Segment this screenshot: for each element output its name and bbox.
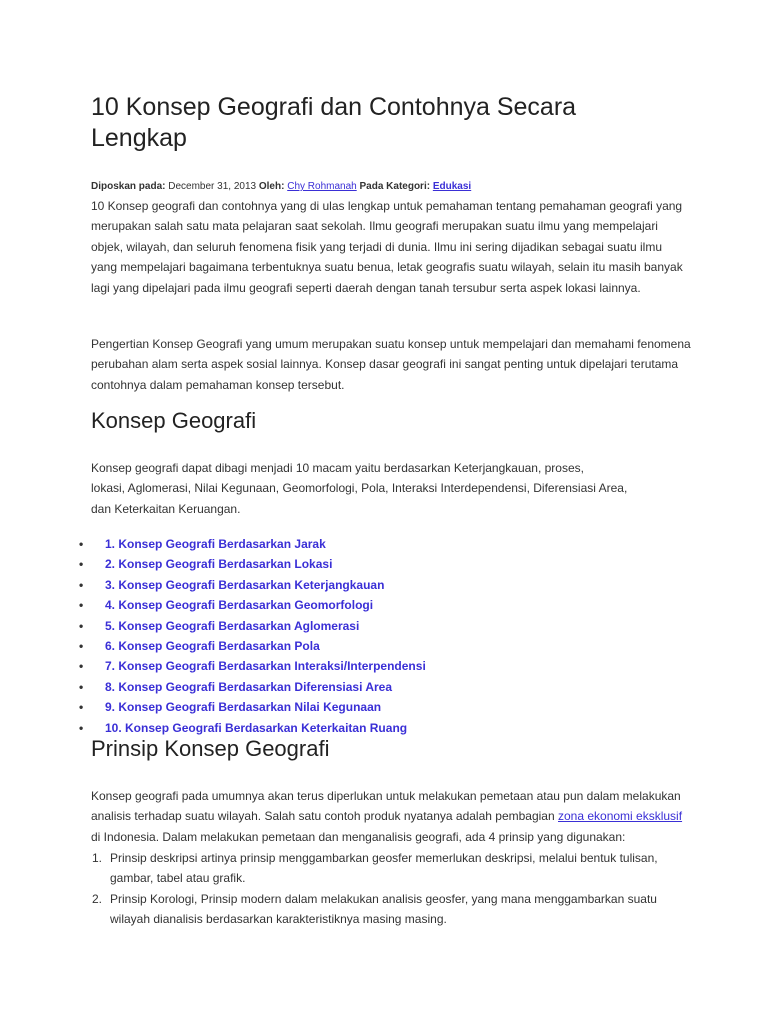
toc-item-label[interactable]: 8. Konsep Geografi Berdasarkan Diferensiasi Area <box>105 679 393 694</box>
konsep-paragraph-line: dan Keterkaitan Keruangan. <box>91 501 241 516</box>
konsep-paragraph <box>91 458 691 519</box>
category-label: Pada Kategori: <box>359 181 431 192</box>
konsep-paragraph-line: lokasi, Aglomerasi, Nilai Kegunaan, Geomorfologi, Pola, Interaksi Interdependensi, Diferensiasi Area, <box>91 481 628 496</box>
post-meta <box>91 180 471 194</box>
toc-item[interactable] <box>79 616 426 636</box>
bullet-icon: • <box>79 638 84 653</box>
toc-item-label[interactable]: 2. Konsep Geografi Berdasarkan Lokasi <box>105 557 333 572</box>
bullet-icon: • <box>79 700 84 715</box>
konsep-paragraph-line: Konsep geografi dapat dibagi menjadi 10 macam yaitu berdasarkan Keterjangkauan, proses, <box>91 461 584 475</box>
bullet-icon: • <box>79 537 84 551</box>
principle-text: Prinsip Korologi, Prinsip modern dalam melakukan analisis geosfer, yang mana menggambarkan suatu wilayah dianalisis berdasarkan karakteristiknya masing masing. <box>110 891 657 927</box>
principle-number: 2. <box>91 891 102 906</box>
article-title: 10 Konsep Geografi dan Contohnya Secara Lengkap <box>91 93 577 152</box>
toc-item-label[interactable]: 4. Konsep Geografi Berdasarkan Geomorfologi <box>105 598 374 613</box>
bullet-icon: • <box>79 679 84 694</box>
author-label: Oleh: <box>258 181 285 192</box>
principle-number: 1. <box>91 851 102 865</box>
bullet-icon: • <box>79 720 84 735</box>
posted-label: Diposkan pada: <box>91 181 166 192</box>
toc-item-label[interactable]: 6. Konsep Geografi Berdasarkan Pola <box>105 638 320 653</box>
author-link[interactable]: Chy Rohmanah <box>287 181 357 192</box>
toc-item[interactable] <box>79 534 426 554</box>
toc-item[interactable] <box>79 697 426 717</box>
toc-item-label[interactable]: 9. Konsep Geografi Berdasarkan Nilai Kegunaan <box>105 700 382 715</box>
toc-item[interactable] <box>79 575 426 595</box>
toc-item[interactable] <box>79 595 426 615</box>
zee-link[interactable]: zona ekonomi eksklusif <box>558 809 683 824</box>
principle-item <box>91 889 690 930</box>
principle-text: Prinsip deskripsi artinya prinsip menggambarkan geosfer memerlukan deskripsi, melalui bentuk tulisan, gambar, tabel atau grafik. <box>110 851 658 886</box>
bullet-icon: • <box>79 659 84 674</box>
prinsip-text-before-link: Konsep geografi pada umumnya akan terus diperlukan untuk melakukan pemetaan atau pun dalam melakukan analisis terhadap suatu wilayah. Salah satu contoh produk nyatanya adalah pembagian <box>91 789 681 824</box>
konsep-heading: Konsep Geografi <box>91 408 257 433</box>
bullet-icon: • <box>79 618 84 633</box>
toc-item-label[interactable]: 1. Konsep Geografi Berdasarkan Jarak <box>105 537 326 551</box>
toc-item[interactable] <box>79 656 426 676</box>
principles-list <box>91 848 690 930</box>
prinsip-paragraph <box>91 786 691 847</box>
intro-paragraph: 10 Konsep geografi dan contohnya yang di ulas lengkap untuk pemahaman tentang pemahaman geografi yang merupakan salah satu mata pelajaran saat sekolah. Ilmu geografi merupakan suatu ilmu yang mempelajari objek, wilayah, dan seluruh fenomena fisik yang terjadi di dunia. Ilmu ini sering dijadikan sebagai suatu ilmu yang mempelajari bagaimana terbentuknya suatu benua, letak geografis suatu wilayah, selain itu masih banyak lagi yang dipelajari pada ilmu geografi seperti daerah dengan tanah tersubur serta aspek lokasi lainnya. <box>91 199 683 295</box>
principle-item <box>91 848 690 889</box>
bullet-icon: • <box>79 598 84 613</box>
post-date: December 31, 2013 <box>168 181 257 192</box>
toc-item-label[interactable]: 3. Konsep Geografi Berdasarkan Keterjangkauan <box>105 577 385 592</box>
bullet-icon: • <box>79 577 84 592</box>
toc-item-label[interactable]: 5. Konsep Geografi Berdasarkan Aglomerasi <box>105 618 360 633</box>
prinsip-text-after-link: di Indonesia. Dalam melakukan pemetaan dan menganalisis geografi, ada 4 prinsip yang digunakan: <box>91 829 626 844</box>
table-of-contents <box>79 534 426 738</box>
definition-paragraph: Pengertian Konsep Geografi yang umum merupakan suatu konsep untuk mempelajari dan memahami fenomena perubahan alam serta aspek sosial lainnya. Konsep dasar geografi ini sangat penting untuk dipelajari terutama contohnya dalam pemahaman konsep tersebut. <box>91 337 691 392</box>
bullet-icon: • <box>79 557 84 572</box>
toc-item-label[interactable]: 7. Konsep Geografi Berdasarkan Interaksi/Interpendensi <box>105 659 426 674</box>
toc-item[interactable] <box>79 636 426 656</box>
category-link[interactable]: Edukasi <box>432 181 472 192</box>
toc-item-label[interactable]: 10. Konsep Geografi Berdasarkan Keterkaitan Ruang <box>105 720 408 735</box>
toc-item[interactable] <box>79 677 426 697</box>
toc-item[interactable] <box>79 554 426 574</box>
prinsip-heading: Prinsip Konsep Geografi <box>91 736 330 761</box>
